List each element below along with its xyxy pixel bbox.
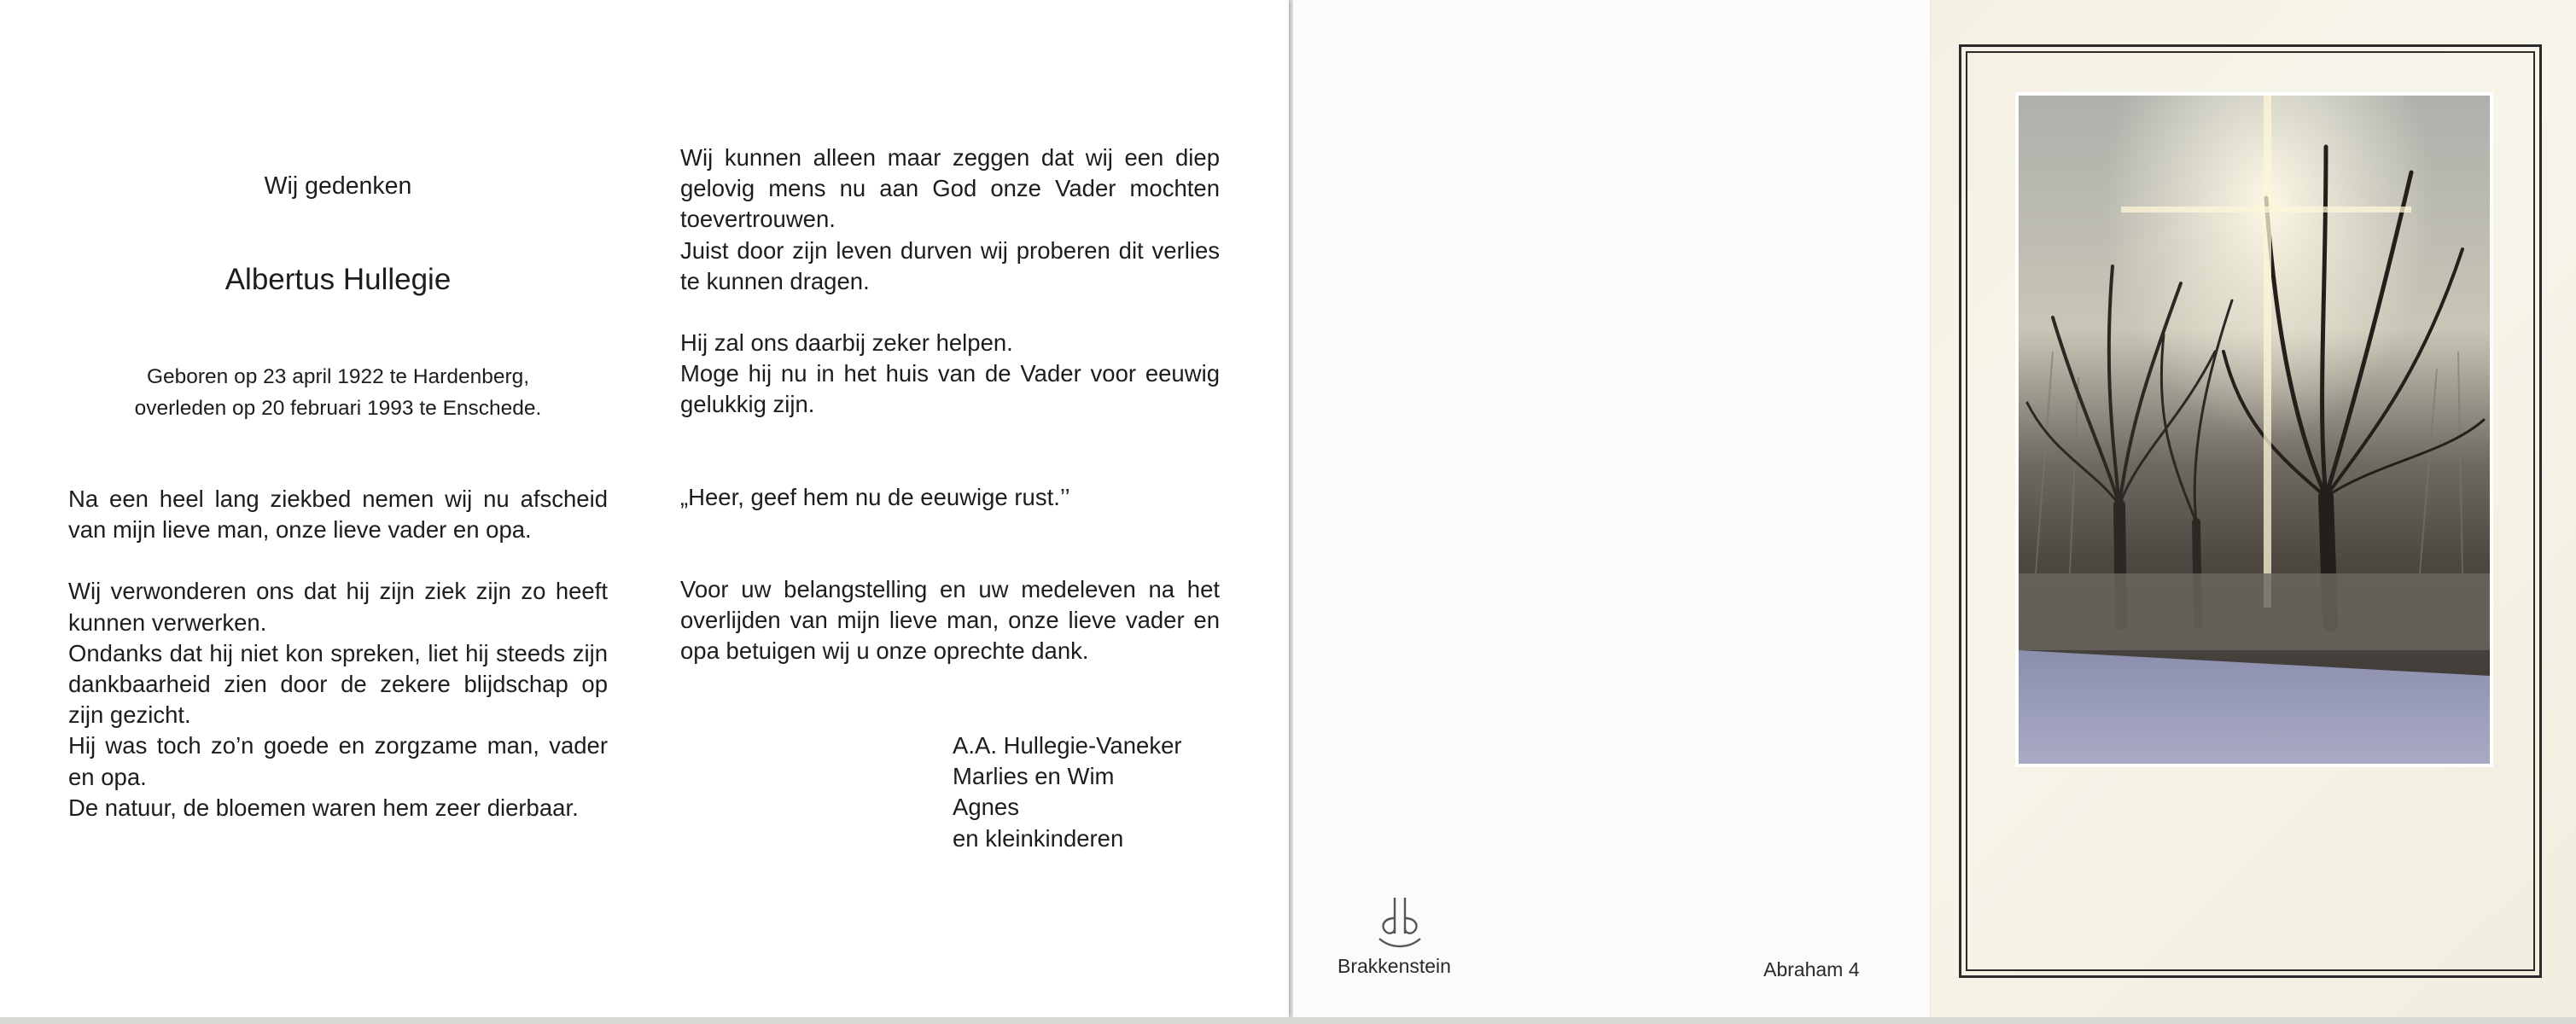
prayer-quote: „Heer, geef hem nu de eeuwige rust.’’ (680, 483, 1070, 510)
paragraph: De natuur, de bloemen waren hem zeer dierbaar. (68, 794, 579, 821)
paragraph: Na een heel lang ziekbed nemen wij nu afscheid van mijn lieve man, onze lieve vader en opa. (68, 486, 608, 544)
paragraph: Wij kunnen alleen maar zeggen dat wij een diep gelovig mens nu aan God onze Vader mochten toevertrouwen. (680, 144, 1220, 233)
back-card (1293, 0, 1930, 1017)
card-code: Abraham 4 (1763, 958, 1860, 980)
brakkenstein-logo-icon (1376, 896, 1424, 951)
signature-block (953, 730, 1182, 854)
paragraph: Hij zal ons daarbij zeker helpen. (680, 329, 1013, 357)
paragraph: Ondanks dat hij niet kon spreken, liet hij steeds zijn dankbaarheid zien door de zekere blijdschap op zijn gezicht. (68, 639, 608, 729)
paragraph: Moge hij nu in het huis van de Vader voor eeuwig gelukkig zijn. (680, 360, 1220, 418)
signature-line: Agnes (953, 794, 1019, 821)
paragraph: Hij was toch zo’n goede en zorgzame man, vader en opa. (68, 732, 608, 790)
deceased-name: Albertus Hullegie (224, 263, 452, 296)
paragraph: Voor uw belangstelling en uw medeleven na het overlijden van mijn lieve man, onze lieve vader en opa betuigen wij u onze oprechte dank. (680, 575, 1220, 665)
signature-line: en kleinkinderen (953, 824, 1124, 852)
life-dates (68, 361, 608, 424)
paragraph: Juist door zijn leven durven wij proberen dit verlies te kunnen dragen. (680, 236, 1220, 294)
signature-line: Marlies en Wim (953, 763, 1115, 790)
death-line: overleden op 20 februari 1993 te Enschede. (134, 397, 542, 420)
right-text-column (680, 143, 1220, 666)
winter-trees-cross-photo (2015, 92, 2493, 767)
signature-line: A.A. Hullegie-Vaneker (953, 732, 1182, 759)
heading: Wij gedenken (264, 172, 412, 200)
left-text-column (68, 484, 608, 823)
scan-edge (0, 1017, 2576, 1024)
publisher-name: Brakkenstein (1338, 955, 1451, 977)
birth-line: Geboren op 23 april 1922 te Hardenberg, (146, 365, 530, 388)
paragraph: Wij verwonderen ons dat hij zijn ziek zijn zo heeft kunnen verwerken. (68, 578, 608, 636)
